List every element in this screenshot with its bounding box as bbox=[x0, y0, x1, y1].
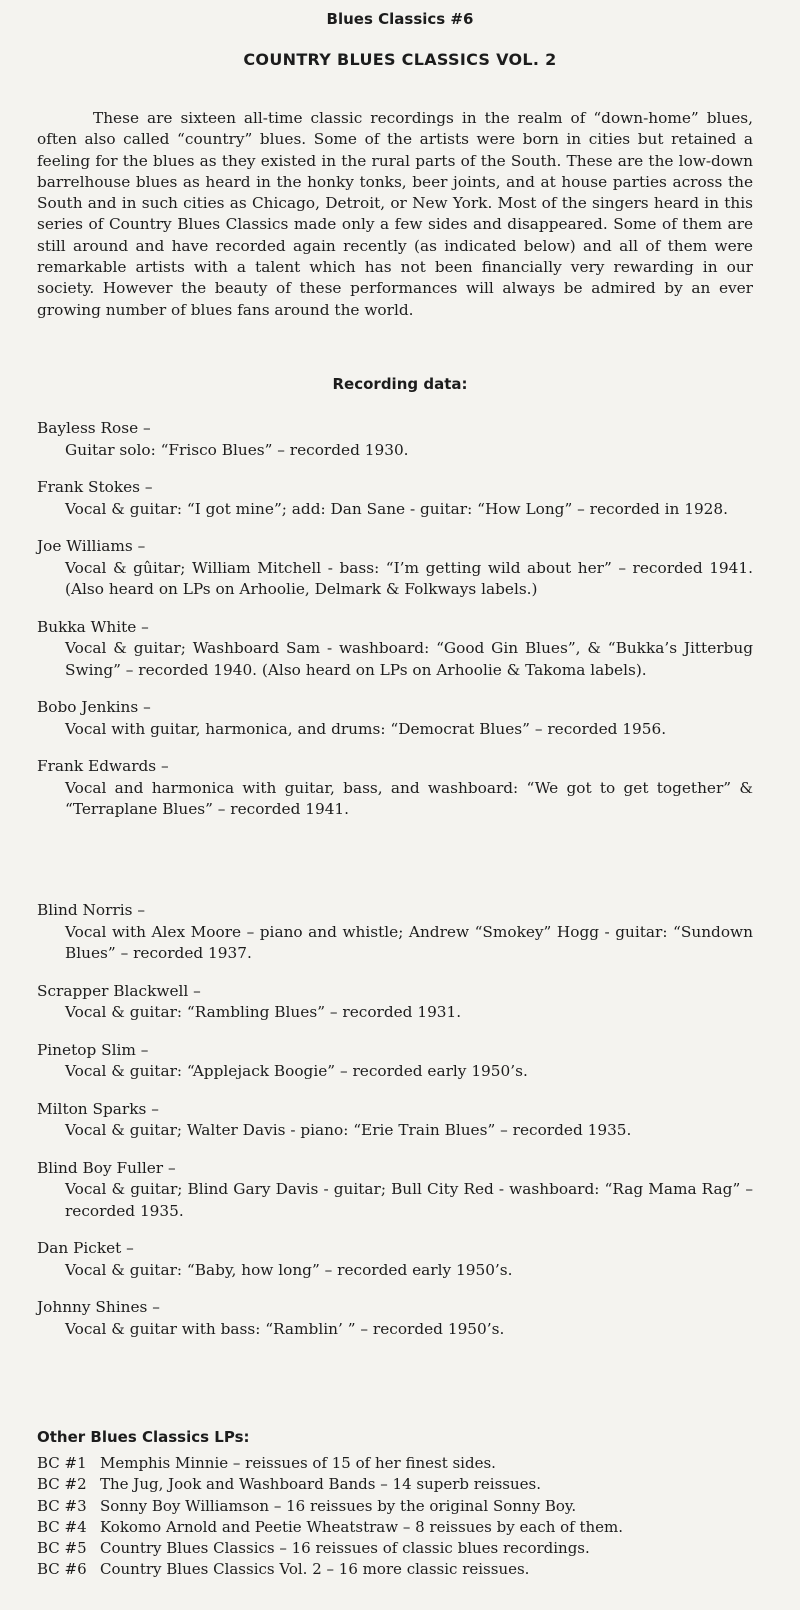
other-lp-item bbox=[37, 1517, 767, 1538]
recording-entry bbox=[37, 1238, 753, 1281]
recording-entry bbox=[37, 981, 753, 1024]
series-title: Blues Classics #6 bbox=[326, 10, 474, 28]
lp-description: Memphis Minnie – reissues of 15 of her finest sides. bbox=[100, 1454, 496, 1472]
recording-detail: Vocal & guitar: “Baby, how long” – recorded early 1950’s. bbox=[65, 1260, 513, 1279]
recording-detail: Guitar solo: “Frisco Blues” – recorded 1930. bbox=[65, 440, 409, 459]
artist-name: Bukka White – bbox=[37, 617, 149, 636]
intro-paragraph: These are sixteen all-time classic recordings in the realm of “down-home” blues, often also called “country” blues. Some of the artists were born in cities but retained a feeling for the blues as they existed in the rural parts of the South. These are the low-down barrelhouse blues as heard in the honky tonks, beer joints, and at house parties across the South and in such cities as Chicago, Detroit, or New York. Most of the singers heard in this series of Country Blues Classics made only a few sides and disappeared. Some of them are still around and have recorded again recently (as indicated below) and all of them were remarkable artists with a talent which has not been financially very rewarding in our society. However the beauty of these performances will always be admired by an ever growing number of blues fans around the world. bbox=[37, 109, 753, 319]
other-lps-heading: Other Blues Classics LPs: bbox=[37, 1428, 250, 1446]
other-lp-item bbox=[37, 1453, 767, 1474]
recording-detail: Vocal & guitar; Blind Gary Davis - guitar; Bull City Red - washboard: “Rag Mama Rag” – recorded 1935. bbox=[65, 1180, 753, 1220]
recording-detail: Vocal & guitar: “Rambling Blues” – recorded 1931. bbox=[65, 1003, 462, 1021]
recording-entry bbox=[37, 617, 753, 682]
lp-description: Country Blues Classics Vol. 2 – 16 more classic reissues. bbox=[100, 1560, 530, 1579]
catalog-number: BC #1 bbox=[37, 1454, 87, 1472]
artist-name: Johnny Shines – bbox=[37, 1298, 160, 1316]
lp-description: Country Blues Classics – 16 reissues of classic blues recordings. bbox=[100, 1539, 590, 1558]
catalog-number: BC #5 bbox=[37, 1539, 87, 1558]
artist-name: Frank Edwards – bbox=[37, 757, 169, 775]
artist-name: Bobo Jenkins – bbox=[37, 698, 151, 716]
artist-name: Bayless Rose – bbox=[37, 419, 151, 437]
recording-detail: Vocal & guitar: “Applejack Boogie” – recorded early 1950’s. bbox=[65, 1062, 528, 1080]
other-lp-item bbox=[37, 1474, 767, 1495]
artist-name: Pinetop Slim – bbox=[37, 1040, 149, 1059]
artist-name: Scrapper Blackwell – bbox=[37, 981, 201, 1000]
lp-description: Kokomo Arnold and Peetie Wheatstraw – 8 reissues by each of them. bbox=[100, 1517, 624, 1536]
artist-name: Joe Williams – bbox=[37, 537, 146, 555]
recording-entry bbox=[37, 536, 753, 601]
artist-name: Dan Picket – bbox=[37, 1239, 134, 1257]
recording-entry bbox=[37, 697, 753, 740]
artist-name: Blind Norris – bbox=[37, 901, 146, 919]
recording-entry bbox=[37, 900, 753, 965]
recording-entry bbox=[37, 1099, 753, 1142]
recording-detail: Vocal & guitar; Washboard Sam - washboard: “Good Gin Blues”, & “Bukka’s Jitterbug Swing” – recorded 1940. (Also heard on LPs on Arhoolie & Takoma labels). bbox=[65, 639, 753, 679]
recording-entry bbox=[37, 756, 753, 821]
recording-list-part-1 bbox=[37, 418, 753, 837]
recording-entry bbox=[37, 1158, 753, 1223]
lp-description: The Jug, Jook and Washboard Bands – 14 superb reissues. bbox=[100, 1475, 541, 1494]
lp-description: Sonny Boy Williamson – 16 reissues by the original Sonny Boy. bbox=[100, 1496, 577, 1515]
album-title: COUNTRY BLUES CLASSICS VOL. 2 bbox=[243, 50, 557, 69]
other-lps-list bbox=[37, 1453, 767, 1581]
other-lp-item bbox=[37, 1496, 767, 1517]
other-lp-item bbox=[37, 1538, 767, 1559]
recording-data-heading: Recording data: bbox=[332, 375, 468, 393]
artist-name: Frank Stokes – bbox=[37, 478, 153, 496]
catalog-number: BC #6 bbox=[37, 1560, 87, 1579]
recording-detail: Vocal & guitar; Walter Davis - piano: “Erie Train Blues” – recorded 1935. bbox=[65, 1121, 632, 1139]
recording-detail: Vocal & guitar with bass: “Ramblin’ ” – recorded 1950’s. bbox=[65, 1319, 505, 1338]
other-lp-item bbox=[37, 1559, 767, 1580]
recording-detail: Vocal with Alex Moore – piano and whistle; Andrew “Smokey” Hogg - guitar: “Sundown Blues” – recorded 1937. bbox=[65, 922, 753, 962]
artist-name: Milton Sparks – bbox=[37, 1099, 159, 1118]
catalog-number: BC #2 bbox=[37, 1475, 87, 1494]
recording-entry bbox=[37, 418, 753, 461]
recording-detail: Vocal & guitar: “I got mine”; add: Dan Sane - guitar: “How Long” – recorded in 1928. bbox=[65, 499, 729, 518]
catalog-number: BC #4 bbox=[37, 1517, 87, 1536]
recording-entry bbox=[37, 1297, 753, 1340]
recording-entry bbox=[37, 477, 753, 520]
recording-entry bbox=[37, 1040, 753, 1083]
recording-detail: Vocal and harmonica with guitar, bass, and washboard: “We got to get together” & “Terraplane Blues” – recorded 1941. bbox=[65, 778, 753, 818]
recording-detail: Vocal & gûitar; William Mitchell - bass: “I’m getting wild about her” – recorded 1941. (Also heard on LPs on Arhoolie, Delmark & Folkways labels.) bbox=[65, 558, 753, 598]
catalog-number: BC #3 bbox=[37, 1496, 87, 1515]
recording-detail: Vocal with guitar, harmonica, and drums: “Democrat Blues” – recorded 1956. bbox=[65, 719, 667, 738]
artist-name: Blind Boy Fuller – bbox=[37, 1158, 176, 1177]
recording-list-part-2 bbox=[37, 900, 753, 1356]
